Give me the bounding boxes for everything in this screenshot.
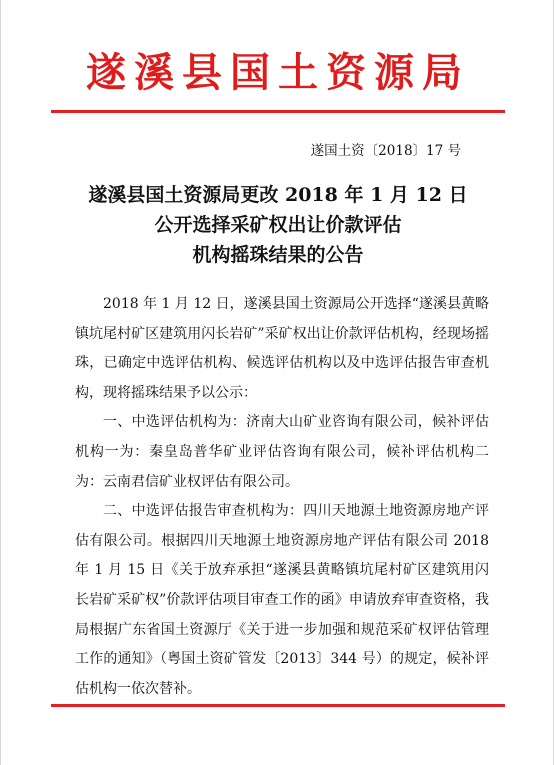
body-paragraph-intro: 2018 年 1 月 12 日，遂溪县国土资源局公开选择“遂溪县黄略镇坑尾村矿区建筑用闪长岩矿”采矿权出让价款评估机构，经现场摇珠，已确定中选评估机构、候选评估机构以及中选评估报告审查机构，现将摇珠结果予以公示：: [75, 296, 489, 401]
header-red-rule: [51, 110, 505, 113]
title-line-1: 遂溪县国土资源局更改 2018 年 1 月 12 日: [88, 184, 468, 206]
org-header-title: 遂溪县国土资源局: [86, 49, 470, 96]
announcement-title: [1, 180, 554, 270]
document-number: 遂国土资〔2018〕17 号: [310, 143, 461, 159]
title-line-3: 机构摇珠结果的公告: [192, 244, 364, 266]
footer-red-rule: [51, 704, 505, 707]
body-paragraph-selected-evaluator: 一、中选评估机构为：济南大山矿业咨询有限公司，候补评估机构一为：秦皇岛普华矿业评估咨询有限公司，候补评估机构二为：云南君信矿业权评估有限公司。: [75, 414, 489, 490]
announcement-body: [75, 290, 489, 704]
body-paragraph-review-agency: 二、中选评估报告审查机构为：四川天地源土地资源房地产评估有限公司。根据四川天地源土地资源房地产评估有限公司 2018 年 1 月 15 日《关于放弃承担“遂溪县黄略镇坑尾村矿区建筑用闪长岩矿采矿权”价款评估项目审查工作的函》申请放弃审查资格，我局根据广东省国土资源厅《关于进一步加强和规范采矿权评估管理工作的通知》（粤国土资矿管发〔2013〕344 号）的规定，候补评估机构一依次替补。: [75, 503, 489, 697]
title-line-2: 公开选择采矿权出让价款评估: [154, 214, 402, 236]
